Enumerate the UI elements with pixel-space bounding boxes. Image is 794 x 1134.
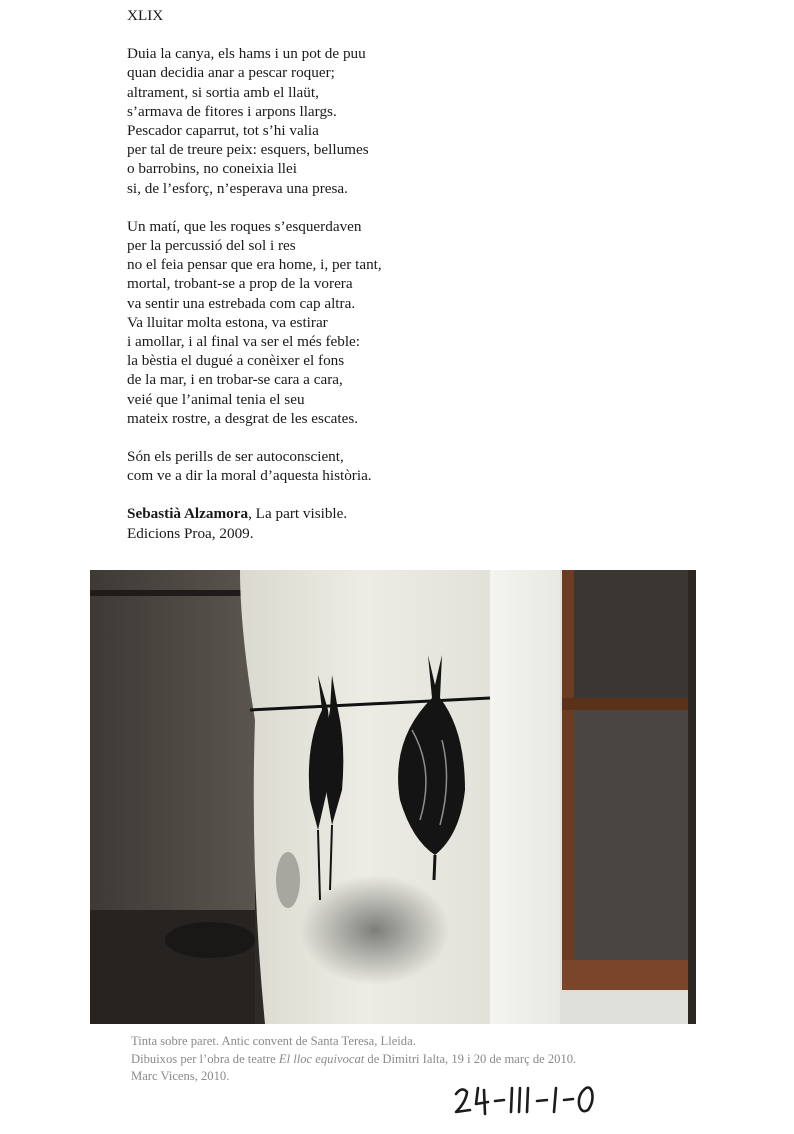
- poem-line: s’armava de fitores i arpons llargs.: [127, 102, 337, 120]
- poem-line: com ve a dir la moral d’aquesta història.: [127, 467, 372, 485]
- author-name: Sebastià Alzamora: [127, 505, 249, 523]
- credit-line: [127, 504, 607, 523]
- poem-number: XLIX: [127, 7, 164, 24]
- poem-line: mateix rostre, a desgrat de les escates.: [127, 409, 359, 427]
- handwritten-date-icon: [452, 1080, 612, 1120]
- poem-line: va sentir una estrebada com cap altra.: [127, 294, 356, 312]
- caption-line: [131, 1051, 731, 1069]
- poem-line: per tal de treure peix: esquers, bellumes: [127, 141, 369, 159]
- poem-line: si, de l’esforç, n’esperava una presa.: [127, 179, 348, 197]
- poem-credit: [127, 504, 607, 542]
- book-title: , La part visible.: [248, 505, 348, 523]
- stanza-2: [127, 217, 607, 428]
- poem-line: la bèstia el dugué a conèixer el fons: [127, 352, 345, 370]
- poem-line: Són els perills de ser autoconscient,: [127, 448, 344, 466]
- poem-line: Pescador caparrut, tot s’hi valia: [127, 122, 319, 140]
- poem-line: per la percussió del sol i res: [127, 237, 296, 255]
- poem-line: altrament, si sortia amb el llaüt,: [127, 83, 319, 101]
- poem-line: Va lluitar molta estona, va estirar: [127, 313, 328, 331]
- handwritten-date: [452, 1080, 612, 1120]
- poem-line: veié que l’animal tenia el seu: [127, 390, 305, 408]
- caption-line: Tinta sobre paret. Antic convent de Santa Teresa, Lleida.: [131, 1034, 416, 1048]
- photo-fish-drawing: [90, 570, 696, 1024]
- poem-line: o barrobins, no coneixia llei: [127, 160, 297, 178]
- poem-line: quan decidia anar a pescar roquer;: [127, 64, 335, 82]
- stanza-1: [127, 44, 607, 198]
- photo-image: [90, 570, 696, 1024]
- publisher-line: Edicions Proa, 2009.: [127, 524, 254, 542]
- poem-line: no el feia pensar que era home, i, per tant,: [127, 256, 382, 274]
- stanza-3: [127, 447, 607, 485]
- caption-line: Marc Vicens, 2010.: [131, 1069, 230, 1084]
- poem-line: Un matí, que les roques s’esquerdaven: [127, 217, 362, 235]
- poem-line: mortal, trobant-se a prop de la vorera: [127, 275, 353, 293]
- poem: [127, 6, 607, 543]
- poem-line: i amollar, i al final va ser el més feble:: [127, 333, 361, 351]
- poem-line: Duia la canya, els hams i un pot de puu: [127, 45, 366, 63]
- poem-line: de la mar, i en trobar-se cara a cara,: [127, 371, 343, 389]
- play-title: El lloc equivocat: [278, 1051, 365, 1066]
- caption-text: de Dimitri Ialta, 19 i 20 de març de 2010.: [364, 1051, 577, 1066]
- caption-text: Dibuixos per l’obra de teatre: [131, 1051, 279, 1066]
- photo-caption: [131, 1033, 731, 1086]
